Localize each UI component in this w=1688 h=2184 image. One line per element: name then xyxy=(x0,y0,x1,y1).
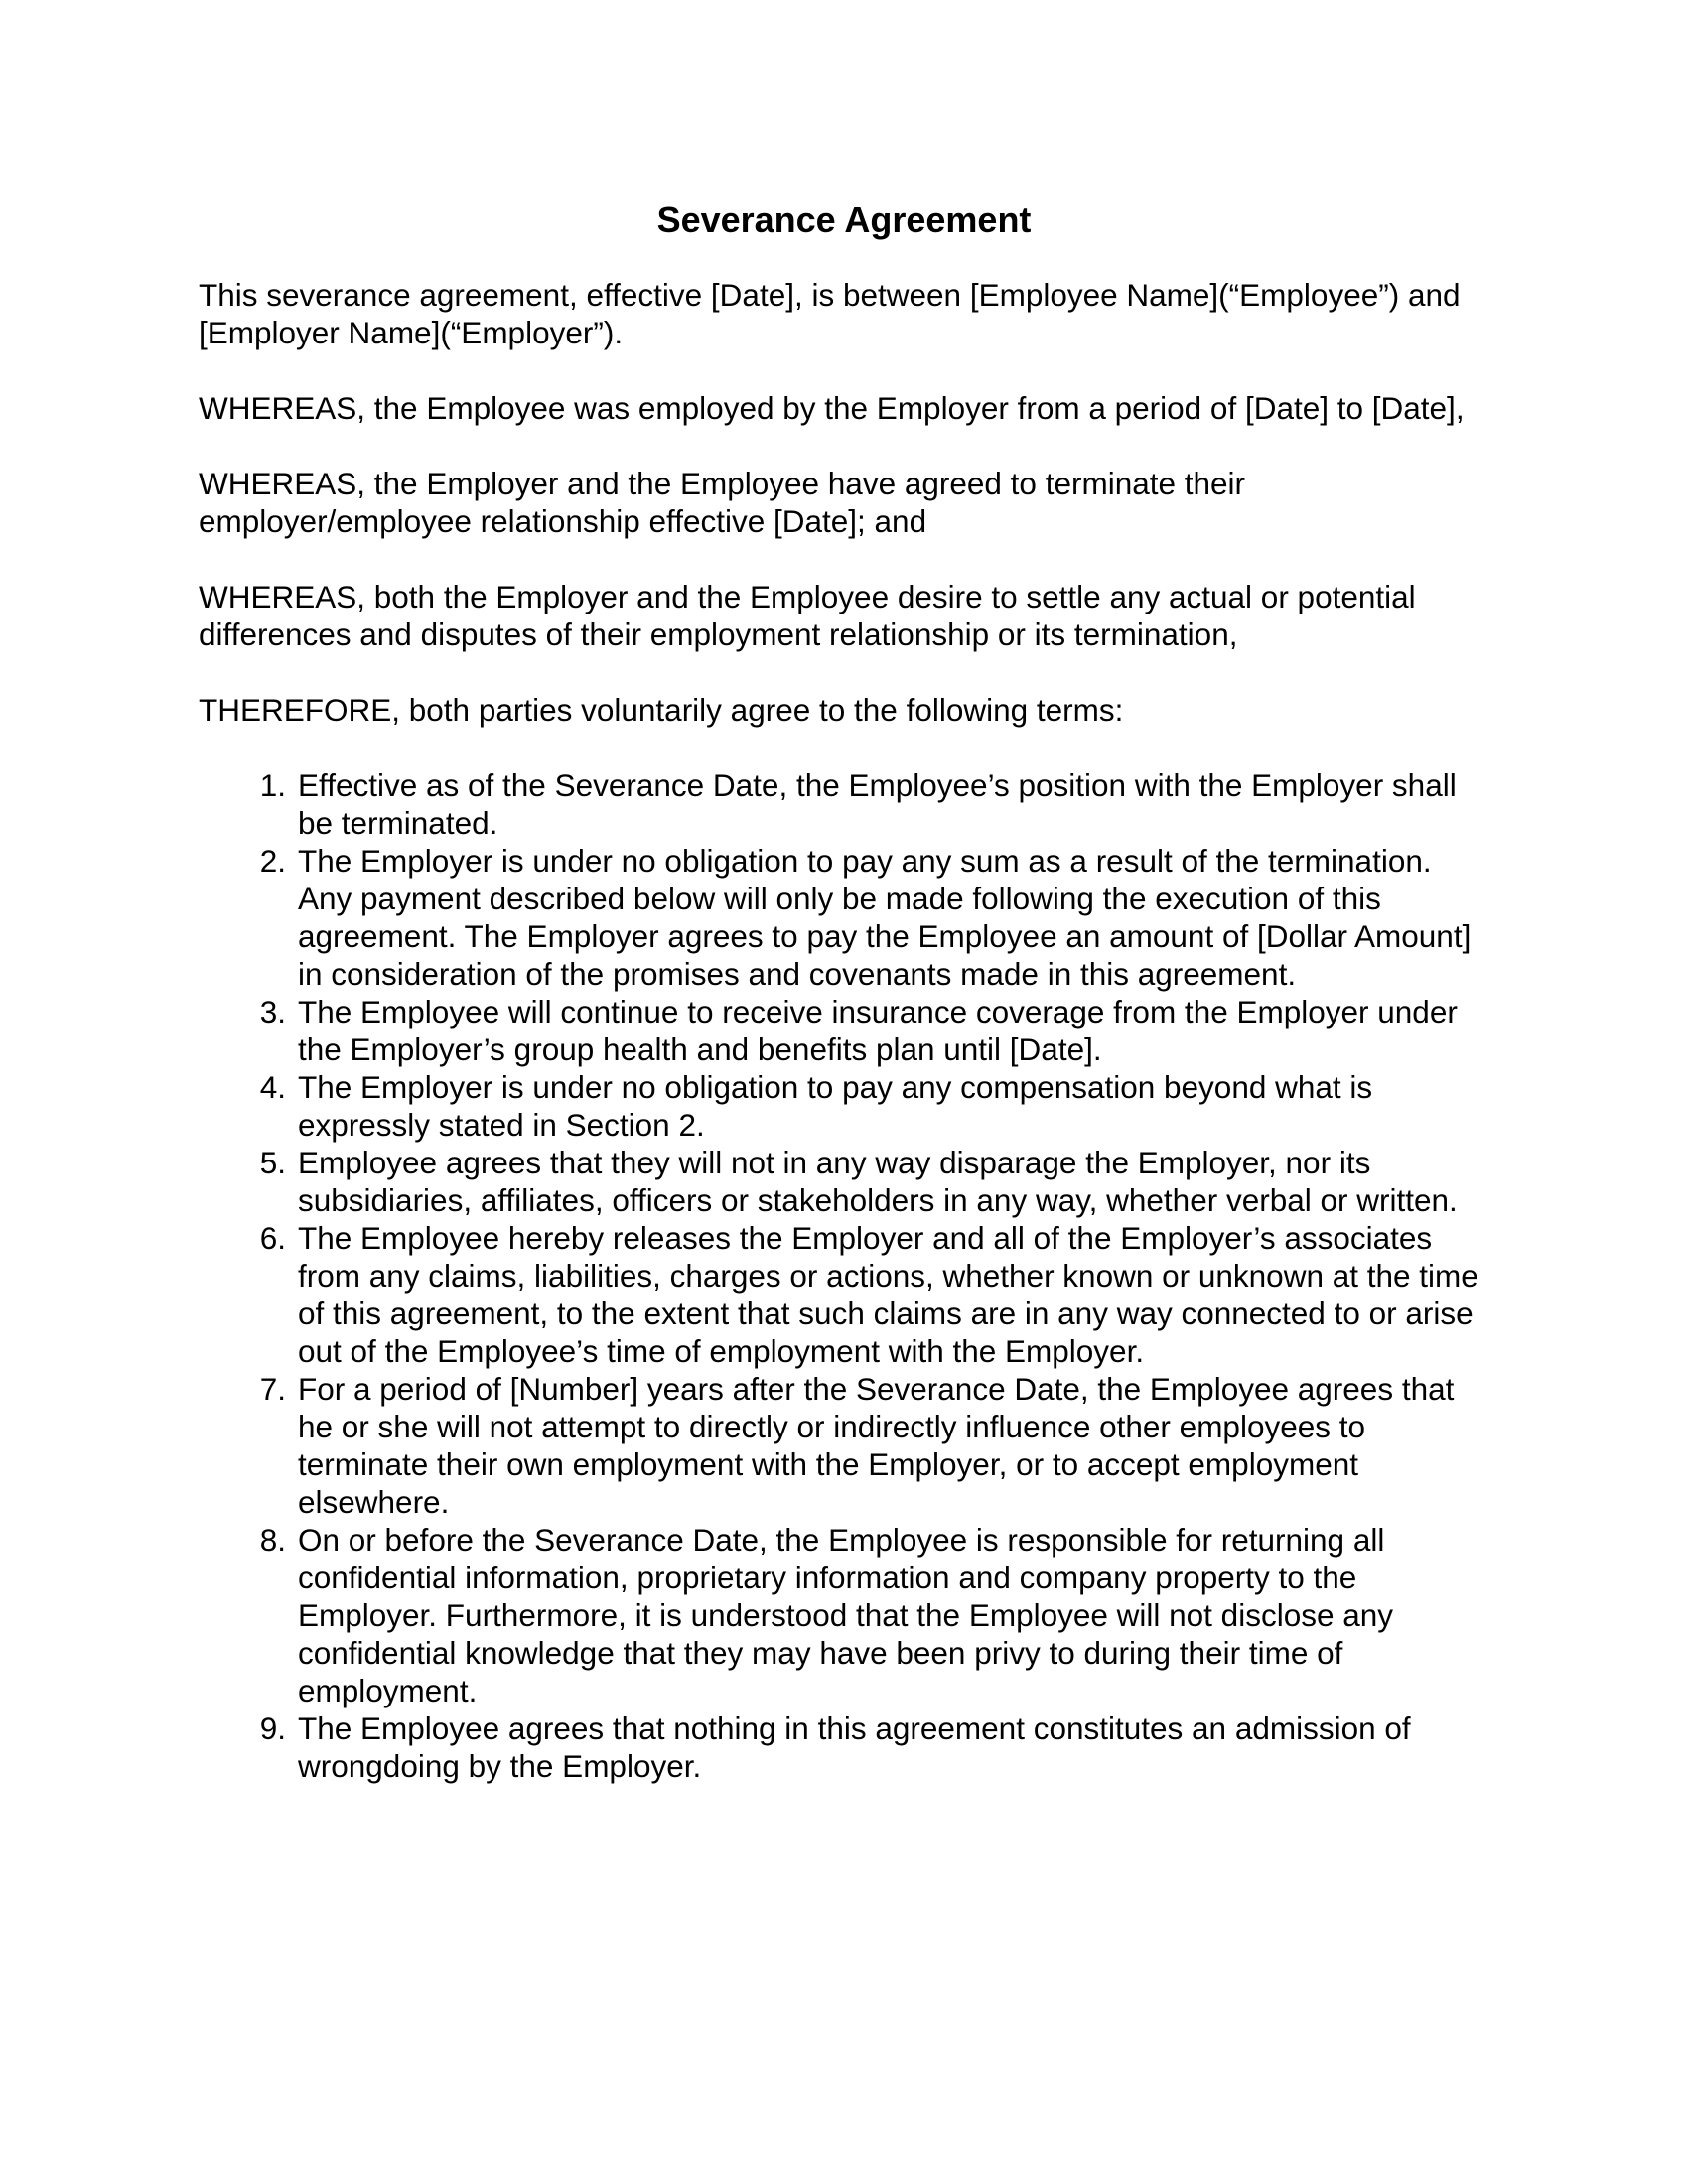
whereas-paragraph-1: WHEREAS, the Employee was employed by the Employer from a period of [Date] to [Date], xyxy=(199,390,1465,426)
whereas-paragraph-2: WHEREAS, the Employer and the Employee have agreed to terminate their employer/employee relationship effective [Date]; and xyxy=(199,466,1246,539)
list-item-text: The Employee agrees that nothing in this agreement constitutes an admission of wrongdoing by the Employer. xyxy=(298,1710,1411,1784)
list-item xyxy=(199,1219,1489,1370)
page-title: Severance Agreement xyxy=(656,200,1032,240)
list-item-text: The Employer is under no obligation to pay any compensation beyond what is expressly stated in Section 2. xyxy=(298,1069,1373,1143)
list-item-number: 4. xyxy=(259,1069,286,1105)
list-item-text: The Employee will continue to receive insurance coverage from the Employer under the Employer’s group health and benefits plan until [Date]. xyxy=(298,994,1458,1067)
therefore-paragraph: THEREFORE, both parties voluntarily agree to the following terms: xyxy=(199,692,1124,728)
document-body xyxy=(199,276,1489,1785)
list-item xyxy=(199,1068,1489,1144)
list-item xyxy=(199,842,1489,993)
list-item-number: 5. xyxy=(259,1145,286,1180)
list-item-text: On or before the Severance Date, the Employee is responsible for returning all confidential information, proprietary information and company property to the Employer. Furthermore, it is understood that the Employee will not disclose any confidential knowledge that they may have been privy to during their time of employment. xyxy=(298,1522,1394,1708)
list-item xyxy=(199,993,1489,1068)
list-item xyxy=(199,766,1489,842)
list-item-text: Effective as of the Severance Date, the Employee’s position with the Employer shall be terminated. xyxy=(298,767,1457,841)
list-item-number: 3. xyxy=(259,994,286,1029)
list-item-text: The Employer is under no obligation to pay any sum as a result of the termination. Any payment described below will only be made following the execution of this agreement. The Employer agrees to pay the Employee an amount of [Dollar Amount] in consideration of the promises and covenants made in this agreement. xyxy=(298,843,1472,992)
list-item xyxy=(199,1370,1489,1521)
whereas-paragraph-3: WHEREAS, both the Employer and the Employee desire to settle any actual or potential differences and disputes of their employment relationship or its termination, xyxy=(199,579,1416,652)
list-item-number: 7. xyxy=(259,1371,286,1407)
list-item-text: The Employee hereby releases the Employer and all of the Employer’s associates from any claims, liabilities, charges or actions, whether known or unknown at the time of this agreement, to the extent that such claims are in any way connected to or arise out of the Employee’s time of employment with the Employer. xyxy=(298,1220,1478,1369)
terms-list xyxy=(199,766,1489,1785)
list-item xyxy=(199,1709,1489,1785)
intro-paragraph: This severance agreement, effective [Date], is between [Employee Name](“Employee”) and [Employer Name](“Employer”). xyxy=(199,277,1461,350)
list-item-text: Employee agrees that they will not in any way disparage the Employer, nor its subsidiaries, affiliates, officers or stakeholders in any way, whether verbal or written. xyxy=(298,1145,1458,1218)
list-item-number: 8. xyxy=(259,1522,286,1558)
list-item-text: For a period of [Number] years after the Severance Date, the Employee agrees that he or she will not attempt to directly or indirectly influence other employees to terminate their own employment with the Employer, or to accept employment elsewhere. xyxy=(298,1371,1455,1520)
list-item xyxy=(199,1144,1489,1219)
list-item-number: 9. xyxy=(259,1710,286,1746)
list-item-number: 2. xyxy=(259,843,286,879)
list-item-number: 6. xyxy=(259,1220,286,1256)
list-item-number: 1. xyxy=(259,767,286,803)
list-item xyxy=(199,1521,1489,1709)
